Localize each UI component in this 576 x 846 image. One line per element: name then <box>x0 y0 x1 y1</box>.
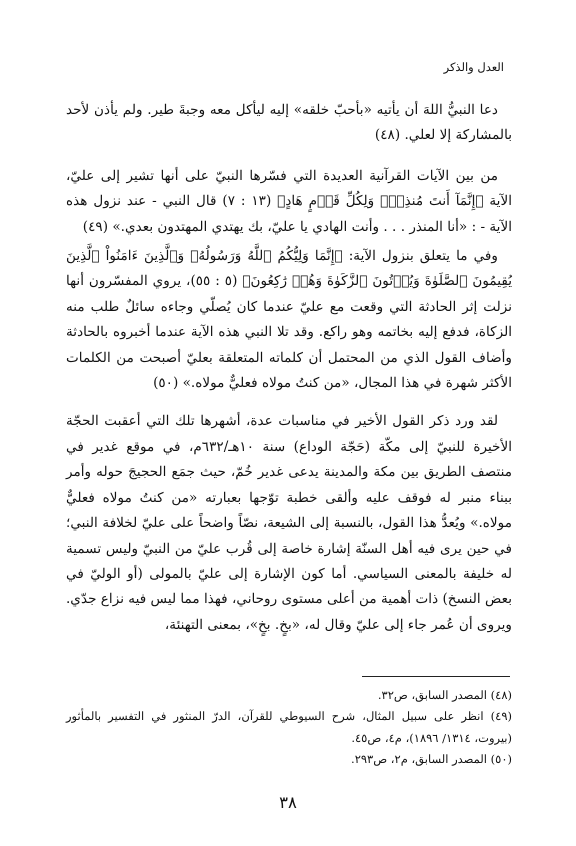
page-number: ٣٨ <box>279 793 297 812</box>
footnotes <box>66 685 512 770</box>
running-header: العدل والذكر <box>443 60 504 74</box>
paragraph: من بين الآيات القرآنية العديدة التي فسّرها النبيّ على أنها تشير إلى عليّ، الآية ﴿إِنَّمَآ أَنتَ مُنذِرٌۖ وَلِكُلِّ قَوۡمٍ هَادٍ﴾ (١٣ : ٧) قال النبي - عند نزول هذه الآية - : «أنا المنذر . . . وأنت الهادي يا عليّ، بك يهتدي المهتدون بعدي.» (٤٩) <box>66 167 512 235</box>
footnote: (٤٩) انظر على سبيل المثال، شرح السيوطي للقرآن، الدرّ المنثور في التفسير بالمأثور (بيروت، ١٣١٤/ ١٨٩٦)، م٤، ص٤٥. <box>66 709 512 745</box>
footnote: (٥٠) المصدر السابق، م٢، ص٢٩٣. <box>351 751 512 766</box>
footnote-separator <box>362 676 510 677</box>
paragraph: دعا النبيُّ اللهَ أن يأتيه «بأحبّ خلقه» إليه ليأكل معه وجبةَ طير. ولم يأذن لأحد بالمشاركة إلا لعلي. (٤٨) <box>66 102 512 144</box>
paragraph: لقد ورد ذكر القول الأخير في مناسبات عدة، أشهرها تلك التي أعقبت الحجّة الأخيرة للنبيّ إلى مكّة (حَجّة الوداع) سنة ١٠هـ/٦٣٢م، في موقع غدير في منتصف الطريق بين مكة والمدينة يدعى غدير خُمّ، حيث جمَع الحجيجَ حوله وأمر ببناء منبر له فوقف عليه وألقى خطبة توّجها بعبارته «من كنتُ مولاه فعليٌّ مولاه.» ويُعدُّ هذا القول، بالنسبة إلى الشيعة، نصّاً واضحاً على عليّ لخلافة النبي؛ في حين يرى فيه أهل السنّة إشارة خاصة إلى قُرب عليّ من النبيّ وليس تسمية له خليفة بالمعنى السياسي. أما كون الإشارة إلى عليّ بالمولى (أو الوليّ في بعض النسخ) ذات أهمية من أعلى مستوى روحاني، فهذا مما ليس فيه نزاع جدّي. ويروى أن عُمر جاء إلى عليّ وقال له، «بخٍ. بخٍ»، بمعنى التهنئة، <box>65 413 512 633</box>
footnote: (٤٨) المصدر السابق، ص٣٢. <box>377 688 512 702</box>
paragraph: وفي ما يتعلق بنزول الآية: ﴿إِنَّمَا وَلِيُّكُمُ ٱللَّهُ وَرَسُولُهُۥ وَٱلَّذِينَ ءَامَنُواْ ٱلَّذِينَ يُقِيمُونَ ٱلصَّلَوٰةَ وَيُؤۡتُونَ ٱلزَّكَوٰةَ وَهُمۡ رَٰكِعُونَ﴾ (٥ : ٥٥)، يروي المفسّرون أنها نزلت إثر الحادثة التي وقعت مع عليّ عندما كان يُصلّي وجاءه سائلٌ طلب منه الزكاة، فدفع إليه بخاتمه وهو راكع. وقد تلا النبي هذه الآية عندما أخبروه بالحادثة وأضاف القول الذي من المحتمل أن كلماته المتعلقة بعليّ أصبحت من الكلمات الأكثر شهرة في هذا المجال، «من كنتُ مولاه فعليٌّ مولاه.» (٥٠) <box>66 248 512 392</box>
body-text <box>66 98 512 638</box>
